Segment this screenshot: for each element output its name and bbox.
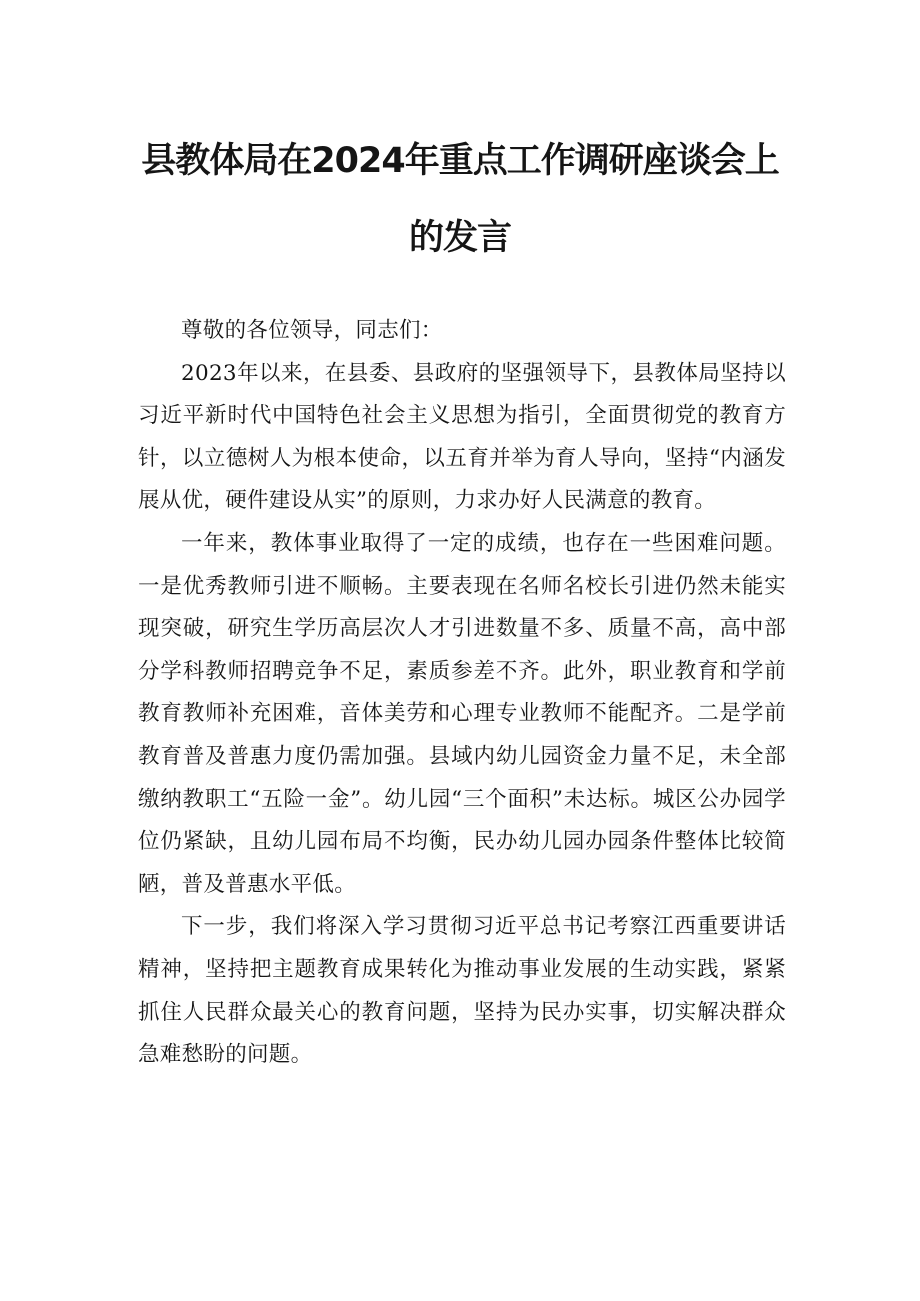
paragraph-problems: 一年来，教体事业取得了一定的成绩，也存在一些困难问题。一是优秀教师引进不顺畅。主要表现在名师名校长引进仍然未能实现突破，研究生学历高层次人才引进数量不多、质量不高，高中部分学科教师招聘竞争不足，素质参差不齐。此外，职业教育和学前教育教师补充困难，音体美劳和心理专业教师不能配齐。二是学前教育普及普惠力度仍需加强。县域内幼儿园资金力量不足，未全部缴纳教职工“五险一金”。幼儿园“三个面积”未达标。城区公办园学位仍紧缺，且幼儿园布局不均衡，民办幼儿园办园条件整体比较简陋，普及普惠水平低。	[138, 530, 786, 897]
document-title-line-2: 的发言	[408, 218, 511, 258]
salutation: 尊敬的各位领导，同志们：	[181, 318, 443, 343]
paragraph-next-steps: 下一步，我们将深入学习贯彻习近平总书记考察江西重要讲话精神，坚持把主题教育成果转化为推动事业发展的生动实践，紧紧抓住人民群众最关心的教育问题，坚持为民办实事，切实解决群众急难愁盼的问题。	[138, 914, 786, 1068]
document-body	[138, 310, 786, 1077]
paragraph-intro: 2023年以来，在县委、县政府的坚强领导下，县教体局坚持以习近平新时代中国特色社会主义思想为指引，全面贯彻党的教育方针，以立德树人为根本使命，以五育并举为育人导向，坚持“内涵发展从优，硬件建设从实”的原则，力求办好人民满意的教育。	[138, 360, 786, 514]
document-title-line-1: 县教体局在2024年重点工作调研座谈会上	[141, 141, 779, 181]
